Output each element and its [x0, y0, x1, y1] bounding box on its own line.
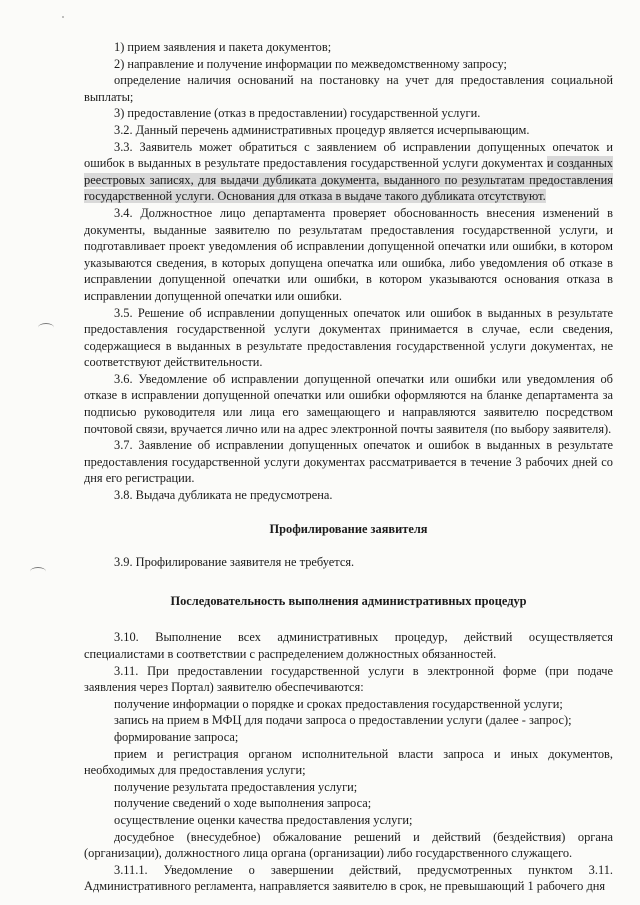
paragraph: прием и регистрация органом исполнительной власти запроса и иных документов, необходимых для предоставления услуги;: [84, 746, 613, 778]
paragraph-text: 3.3. Заявитель может обратиться с заявлением об исправлении допущенных опечаток и ошибок в выданных в результате предоставления государственной услуги документах: [84, 139, 613, 171]
paragraph: 1) прием заявления и пакета документов;: [114, 40, 332, 54]
paragraph: 3.6. Уведомление об исправлении допущенной опечатки или ошибки или уведомления об отказе в исправлении допущенной опечатки или ошибки оформляются на бланке департамента за подписью руководителя или лица его замещающего и направляются заявителю посредством почтовой связи, вручается лично или на адрес электронной почты заявителя (по выбору заявителя).: [84, 371, 613, 436]
paragraph: осуществление оценки качества предоставления услуги;: [114, 812, 413, 827]
paragraph: 2) направление и получение информации по межведомственному запросу;: [114, 56, 508, 71]
paragraph: [84, 139, 613, 205]
paragraph: 3) предоставление (отказ в предоставлении) государственной услуги.: [114, 106, 481, 121]
paragraph: 3.10. Выполнение всех административных процедур, действий осуществляется специалистами в соответствии с распределением должностных обязанностей.: [84, 630, 613, 661]
paragraph: получение сведений о ходе выполнения запроса;: [114, 796, 372, 811]
paragraph: 3.11.1. Уведомление о завершении действий, предусмотренных пунктом 3.11. Административного регламента, направляется заявителю в срок, не превышающий 1 рабочего дня: [84, 862, 613, 894]
paragraph: 3.2. Данный перечень административных процедур является исчерпывающим.: [114, 122, 530, 137]
paragraph: досудебное (внесудебное) обжалование решений и действий (бездействия) органа (организации), должностного лица органа (организации) либо государственного служащего.: [84, 829, 613, 861]
paragraph: запись на прием в МФЦ для подачи запроса о предоставлении услуги (далее - запрос);: [114, 713, 572, 728]
paragraph: получение информации о порядке и сроках предоставления государственной услуги;: [114, 696, 563, 711]
paragraph: 3.8. Выдача дубликата не предусмотрена.: [114, 488, 333, 503]
section-heading: Профилирование заявителя: [269, 521, 428, 536]
paragraph: 3.5. Решение об исправлении допущенных опечаток или ошибок в выданных в результате предоставления государственной услуги документах принимается в случае, если сведения, содержащиеся в выданных в результате предоставления государственной услуги документах, не соответствуют действительности.: [84, 305, 613, 370]
paragraph: формирование запроса;: [114, 729, 239, 744]
paragraph: определение наличия оснований на постановку на учет для предоставления социальной выплаты;: [84, 73, 613, 104]
paragraph: 3.4. Должностное лицо департамента проверяет обоснованность внесения изменений в документы, выданные заявителю по результатам предоставления государственной услуги, и подготавливает проект уведомления об исправлении допущенной опечатки или ошибки, в котором указываются сведения, в которых допущена опечатка или ошибка, либо уведомления об отказе в исправлении допущенной опечатки или ошибки, в котором указываются основания отказа в исправлении допущенной опечатки или ошибки.: [84, 205, 613, 303]
margin-mark: [38, 323, 54, 332]
section-heading: Последовательность выполнения административных процедур: [170, 593, 527, 608]
document-body: [84, 39, 613, 895]
paragraph: 3.11. При предоставлении государственной услуги в электронной форме (при подаче заявления через Портал) заявителю обеспечиваются:: [84, 663, 613, 695]
paragraph: 3.9. Профилирование заявителя не требуется.: [114, 555, 355, 570]
highlighted-text: и созданных реестровых записях, для выдачи дубликата документа, выданного по результатам предоставления государственной услуги. Основания для отказа в выдаче такого дубликата отсутствуют.: [84, 156, 613, 204]
margin-mark: [30, 567, 46, 576]
paragraph: получение результата предоставления услуги;: [114, 779, 358, 794]
scan-speck: [62, 16, 64, 18]
paragraph: 3.7. Заявление об исправлении допущенных опечаток и ошибок в выданных в результате предоставления государственной услуги документах рассматривается в течение 3 рабочих дней со дня его регистрации.: [84, 438, 613, 486]
